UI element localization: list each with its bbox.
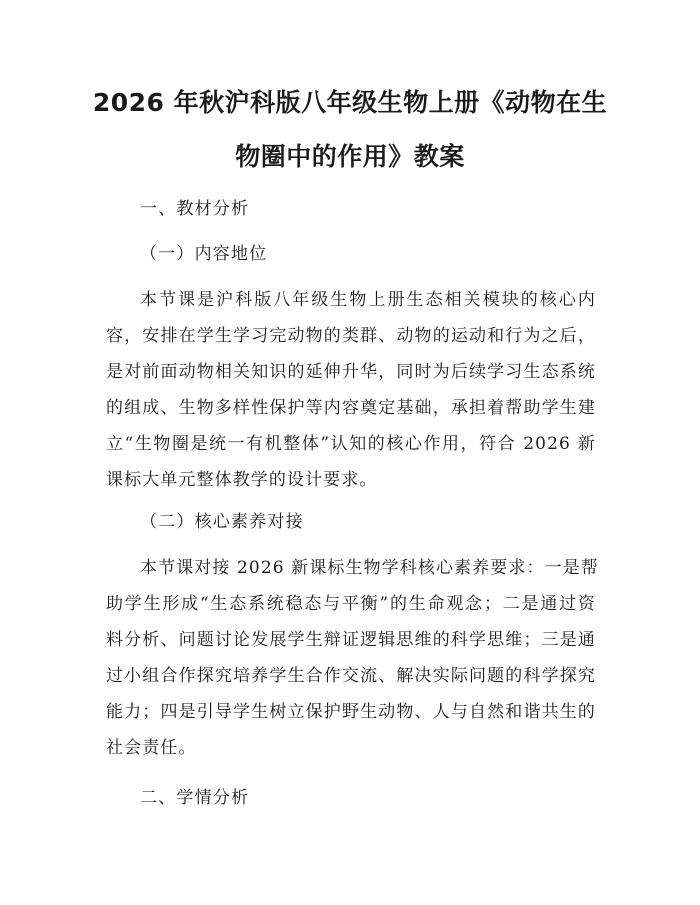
- subsection-heading-core-literacy: （二）核心素养对接: [140, 512, 304, 532]
- paragraph-line: 立“生物圈是统一有机整体”认知的核心作用，符合 2026 新: [106, 434, 596, 454]
- paragraph-line: 过小组合作探究培养学生合作交流、解决实际问题的科学探究: [106, 666, 596, 686]
- subsection-heading-content-position: （一）内容地位: [140, 244, 268, 264]
- paragraph-line: 本节课是沪科版八年级生物上册生态相关模块的核心内: [140, 290, 596, 310]
- section-heading-student-analysis: 二、学情分析: [140, 788, 250, 808]
- paragraph-line: 是对前面动物相关知识的延伸升华，同时为后续学习生态系统: [106, 362, 596, 382]
- paragraph-content-position: [106, 282, 596, 498]
- paragraph-line: 的组成、生物多样性保护等内容奠定基础，承担着帮助学生建: [106, 398, 596, 418]
- paragraph-line: 社会责任。: [106, 738, 197, 758]
- paragraph-line: 能力；四是引导学生树立保护野生动物、人与自然和谐共生的: [106, 702, 596, 722]
- paragraph-line: 课标大单元整体教学的设计要求。: [106, 470, 378, 490]
- paragraph-line: 助学生形成“生态系统稳态与平衡”的生命观念；二是通过资: [106, 594, 596, 614]
- document-title: [92, 76, 608, 184]
- paragraph-line: 料分析、问题讨论发展学生辩证逻辑思维的科学思维；三是通: [106, 630, 596, 650]
- paragraph-core-literacy: [106, 550, 599, 766]
- paragraph-line: 容，安排在学生学习完动物的类群、动物的运动和行为之后，: [106, 326, 596, 346]
- title-line: 2026 年秋沪科版八年级生物上册《动物在生: [92, 88, 608, 117]
- section-heading-teaching-material: 一、教材分析: [140, 199, 250, 219]
- title-line: 物圈中的作用》教案: [235, 142, 465, 171]
- paragraph-line: 本节课对接 2026 新课标生物学科核心素养要求：一是帮: [140, 558, 599, 578]
